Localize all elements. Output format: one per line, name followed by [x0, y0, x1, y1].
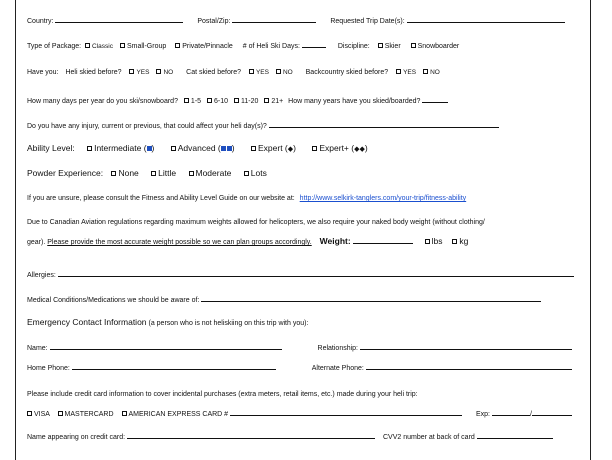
powder-little-checkbox[interactable]: [151, 171, 156, 176]
row-card-type: [27, 407, 572, 420]
contact-name-field[interactable]: [50, 341, 282, 350]
snowboarder-label: Snowboarder: [417, 43, 460, 50]
row-ability: [27, 143, 368, 155]
exp-month-field[interactable]: [492, 407, 530, 416]
emergency-title: Emergency Contact Information: [27, 317, 147, 327]
expert-plus-close: ): [364, 143, 368, 153]
backcountry-yes-checkbox[interactable]: [396, 69, 401, 74]
exp-slash: /: [529, 411, 532, 418]
advanced-checkbox[interactable]: [171, 146, 176, 151]
skier-checkbox[interactable]: [378, 43, 383, 48]
visa-checkbox[interactable]: [27, 411, 32, 416]
lbs-checkbox[interactable]: [425, 239, 430, 244]
heli-no-label: NO: [163, 69, 174, 76]
intermediate-close: ): [151, 143, 155, 153]
powder-moderate-checkbox[interactable]: [189, 171, 194, 176]
days-6-10-label: 6-10: [214, 98, 229, 105]
injury-question: Do you have any injury, current or previous, that could affect your heli day(s)?: [27, 123, 267, 130]
expert-label: Expert (: [257, 143, 288, 153]
expert-close: ): [293, 143, 296, 153]
mastercard-label: MASTERCARD: [64, 411, 114, 418]
backcountry-no-label: NO: [430, 69, 440, 76]
heli-days-field[interactable]: [302, 39, 326, 48]
mastercard-checkbox[interactable]: [58, 411, 63, 416]
snowboarder-checkbox[interactable]: [411, 43, 416, 48]
weight-label: Weight:: [319, 236, 351, 246]
name-on-card-field[interactable]: [127, 430, 375, 439]
double-blue-square-icon: [221, 146, 226, 151]
postal-field[interactable]: [232, 14, 316, 23]
backcountry-before-label: Backcountry skied before?: [305, 69, 389, 76]
days-question: How many days per year do you ski/snowboard?: [27, 98, 178, 105]
relationship-field[interactable]: [360, 341, 572, 350]
cat-yes-label: YES: [255, 69, 269, 76]
small-group-label: Small-Group: [126, 43, 167, 50]
backcountry-no-checkbox[interactable]: [423, 69, 428, 74]
advanced-label: Advanced (: [177, 143, 221, 153]
allergies-label: Allergies:: [27, 272, 56, 279]
row-medical: [27, 293, 541, 306]
fitness-guide-text: If you are unsure, please consult the Fitness and Ability Level Guide on our website at:: [27, 195, 295, 202]
alternate-phone-label: Alternate Phone:: [311, 365, 364, 372]
row-country: [27, 14, 565, 27]
heli-no-checkbox[interactable]: [156, 69, 161, 74]
fitness-guide-link[interactable]: http://www.selkirk-tanglers.com/your-trip/fitness-ability: [299, 195, 467, 202]
row-name-on-card: [27, 430, 553, 443]
emergency-note: (a person who is not heliskiing on this trip with you):: [148, 320, 309, 327]
days-11-20-checkbox[interactable]: [234, 98, 239, 103]
powder-none-checkbox[interactable]: [111, 171, 116, 176]
provide-weight-text: Please provide the most accurate weight possible so we can plan groups accordingly.: [47, 239, 312, 246]
powder-none-label: None: [118, 168, 139, 178]
row-credit-note: [27, 390, 418, 400]
row-powder: [27, 168, 267, 179]
injury-field[interactable]: [269, 119, 499, 128]
powder-little-label: Little: [158, 168, 177, 178]
row-contact-name: [27, 341, 572, 354]
advanced-close: ): [231, 143, 235, 153]
country-field[interactable]: [55, 14, 183, 23]
skier-label: Skier: [384, 43, 401, 50]
row-emergency-title: [27, 317, 308, 329]
amex-checkbox[interactable]: [122, 411, 127, 416]
alternate-phone-field[interactable]: [366, 361, 572, 370]
years-question: How many years have you skied/boarded?: [288, 98, 421, 105]
years-field[interactable]: [422, 94, 448, 103]
backcountry-yes-label: YES: [403, 69, 417, 76]
black-diamond-icon: ◆: [287, 146, 294, 153]
private-checkbox[interactable]: [175, 43, 180, 48]
package-label: Type of Package:: [27, 43, 82, 50]
card-number-field[interactable]: [230, 407, 462, 416]
cvv-label: CVV2 number at back of card: [382, 434, 475, 441]
contact-name-label: Name:: [27, 345, 48, 352]
weight-field[interactable]: [353, 235, 413, 244]
cat-yes-checkbox[interactable]: [249, 69, 254, 74]
expert-checkbox[interactable]: [251, 146, 256, 151]
have-you-label: Have you:: [27, 69, 59, 76]
row-allergies: [27, 268, 574, 281]
trip-dates-label: Requested Trip Date(s):: [330, 18, 405, 25]
heli-yes-label: YES: [136, 69, 150, 76]
heli-yes-checkbox[interactable]: [129, 69, 134, 74]
trip-dates-field[interactable]: [407, 14, 565, 23]
heli-days-label: # of Heli Ski Days:: [242, 43, 300, 50]
gear-text: gear).: [27, 239, 46, 246]
home-phone-label: Home Phone:: [27, 365, 70, 372]
exp-year-field[interactable]: [529, 407, 572, 418]
row-package: [27, 39, 459, 52]
row-aviation: [27, 218, 485, 228]
private-label: Private/Pinnacle: [182, 43, 233, 50]
relationship-label: Relationship:: [317, 345, 358, 352]
intermediate-checkbox[interactable]: [87, 146, 92, 151]
country-label: Country:: [27, 18, 54, 25]
cat-no-checkbox[interactable]: [276, 69, 281, 74]
lbs-label: lbs: [431, 236, 443, 246]
intermediate-label: Intermediate (: [94, 143, 147, 153]
kg-checkbox[interactable]: [452, 239, 457, 244]
days-21-plus-checkbox[interactable]: [264, 98, 269, 103]
days-6-10-checkbox[interactable]: [207, 98, 212, 103]
expert-plus-checkbox[interactable]: [312, 146, 317, 151]
cvv-field[interactable]: [477, 430, 553, 439]
cat-before-label: Cat skied before?: [186, 69, 242, 76]
medical-field[interactable]: [201, 293, 541, 302]
days-21-plus-label: 21+: [271, 98, 284, 105]
powder-lots-checkbox[interactable]: [244, 171, 249, 176]
amex-label: AMERICAN EXPRESS CARD #: [128, 411, 229, 418]
days-1-5-checkbox[interactable]: [184, 98, 189, 103]
visa-label: VISA: [34, 411, 50, 418]
discipline-label: Discipline:: [337, 43, 370, 50]
medical-label: Medical Conditions/Medications we should be aware of:: [27, 297, 200, 304]
powder-moderate-label: Moderate: [195, 168, 232, 178]
heli-before-label: Heli skied before?: [65, 69, 122, 76]
days-11-20-label: 11-20: [240, 98, 259, 105]
aviation-text: Due to Canadian Aviation regulations regarding maximum weights allowed for helicopters, we also require your naked body weight (without clothing/: [27, 219, 485, 226]
ability-label: Ability Level:: [27, 143, 75, 153]
expert-plus-label: Expert+ (: [319, 143, 355, 153]
powder-lots-label: Lots: [250, 168, 267, 178]
small-group-checkbox[interactable]: [120, 43, 125, 48]
days-1-5-label: 1-5: [190, 98, 202, 105]
classic-label: Classic: [92, 43, 113, 50]
name-on-card-label: Name appearing on credit card:: [27, 434, 126, 441]
classic-checkbox[interactable]: [85, 43, 90, 48]
row-fitness-guide: [27, 194, 466, 204]
row-phones: [27, 361, 572, 374]
double-black-diamond-icon: ◆◆: [354, 146, 365, 153]
row-have-you: [27, 68, 440, 78]
row-days-per-year: [27, 94, 448, 107]
allergies-field[interactable]: [58, 268, 574, 277]
home-phone-field[interactable]: [72, 361, 276, 370]
exp-label: Exp:: [476, 411, 491, 418]
row-weight: [27, 235, 468, 249]
kg-label: kg: [459, 236, 469, 246]
row-injury: [27, 119, 499, 132]
powder-label: Powder Experience:: [27, 168, 104, 178]
credit-card-note: Please include credit card information to cover incidental purchases (extra meters, retail items, etc.) made during your heli trip:: [27, 391, 418, 398]
postal-label: Postal/Zip:: [197, 18, 231, 25]
cat-no-label: NO: [282, 69, 293, 76]
